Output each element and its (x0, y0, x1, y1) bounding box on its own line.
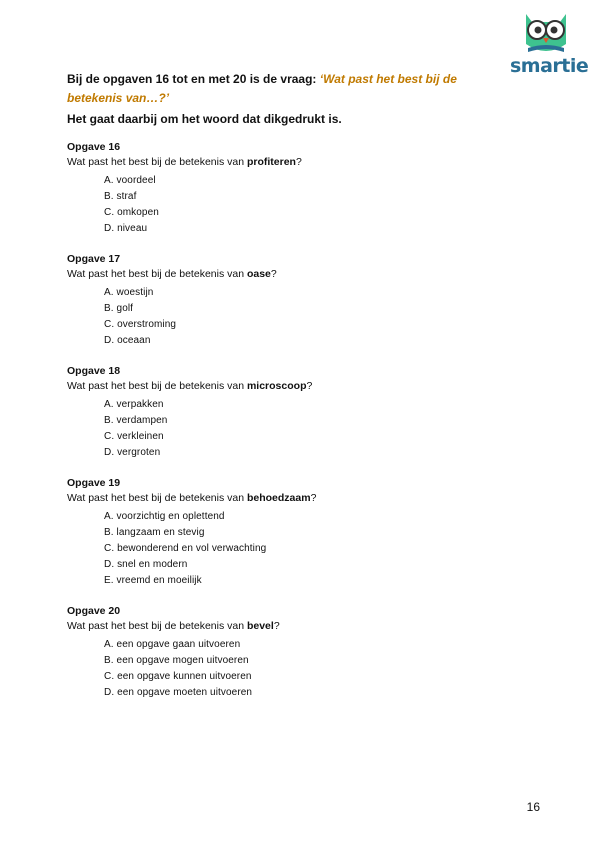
option-d[interactable]: D. een opgave moeten uitvoeren (104, 687, 253, 698)
option-a[interactable]: A. voordeel (104, 175, 156, 186)
exercise-title: Opgave 16 (67, 141, 121, 153)
option-c[interactable]: C. bewonderend en vol verwachting (104, 543, 267, 554)
exercise-title: Opgave 19 (67, 477, 121, 489)
option-d[interactable]: D. snel en modern (104, 559, 188, 570)
option-c[interactable]: C. verkleinen (104, 431, 164, 442)
option-b[interactable]: B. golf (104, 303, 134, 314)
answer-options (104, 285, 527, 349)
option-b[interactable]: B. langzaam en stevig (104, 527, 205, 538)
exercise-question: Wat past het best bij de betekenis van oase? (67, 268, 277, 280)
exercise-question: Wat past het best bij de betekenis van profiteren? (67, 156, 302, 168)
option-b[interactable]: B. straf (104, 191, 137, 202)
exercise-title: Opgave 17 (67, 253, 121, 265)
exercise-17 (67, 252, 527, 349)
exercise-19 (67, 476, 527, 589)
owl-icon (518, 8, 574, 56)
exercise-question: Wat past het best bij de betekenis van behoedzaam? (67, 492, 317, 504)
instructions (67, 70, 497, 129)
option-c[interactable]: C. omkopen (104, 207, 159, 218)
exercise-16 (67, 140, 527, 237)
target-word: behoedzaam (246, 492, 311, 504)
exercise-20 (67, 604, 527, 701)
smartie-logo (510, 8, 589, 78)
option-a[interactable]: A. een opgave gaan uitvoeren (104, 639, 241, 650)
option-b[interactable]: B. verdampen (104, 415, 168, 426)
page-number: 16 (526, 800, 540, 814)
option-a[interactable]: A. woestijn (104, 287, 154, 298)
target-word: microscoop (246, 380, 307, 392)
answer-options (104, 397, 527, 461)
exercise-title: Opgave 18 (67, 365, 121, 377)
option-b[interactable]: B. een opgave mogen uitvoeren (104, 655, 249, 666)
option-d[interactable]: D. vergroten (104, 447, 161, 458)
exercise-18 (67, 364, 527, 461)
instruction-quote: ‘Wat past het best bij de betekenis van…?’ (67, 72, 457, 105)
instruction-line-1 (67, 70, 497, 108)
target-word: bevel (246, 620, 274, 632)
option-a[interactable]: A. voorzichtig en oplettend (104, 511, 225, 522)
option-c[interactable]: C. overstroming (104, 319, 177, 330)
logo-wordmark: smartie (510, 55, 589, 77)
answer-options (104, 173, 527, 237)
exercise-question: Wat past het best bij de betekenis van bevel? (67, 620, 280, 632)
option-a[interactable]: A. verpakken (104, 399, 164, 410)
target-word: oase (246, 268, 271, 280)
option-c[interactable]: C. een opgave kunnen uitvoeren (104, 671, 252, 682)
option-e[interactable]: E. vreemd en moeilijk (104, 575, 202, 586)
answer-options (104, 637, 527, 701)
exercise-question: Wat past het best bij de betekenis van microscoop? (67, 380, 313, 392)
option-d[interactable]: D. oceaan (104, 335, 151, 346)
exercise-title: Opgave 20 (67, 605, 121, 617)
option-d[interactable]: D. niveau (104, 223, 148, 234)
instruction-line-2: Het gaat daarbij om het woord dat dikgedrukt is. (67, 112, 342, 126)
answer-options (104, 509, 527, 589)
target-word: profiteren (246, 156, 296, 168)
instruction-prefix: Bij de opgaven 16 tot en met 20 is de vraag: (67, 72, 320, 86)
